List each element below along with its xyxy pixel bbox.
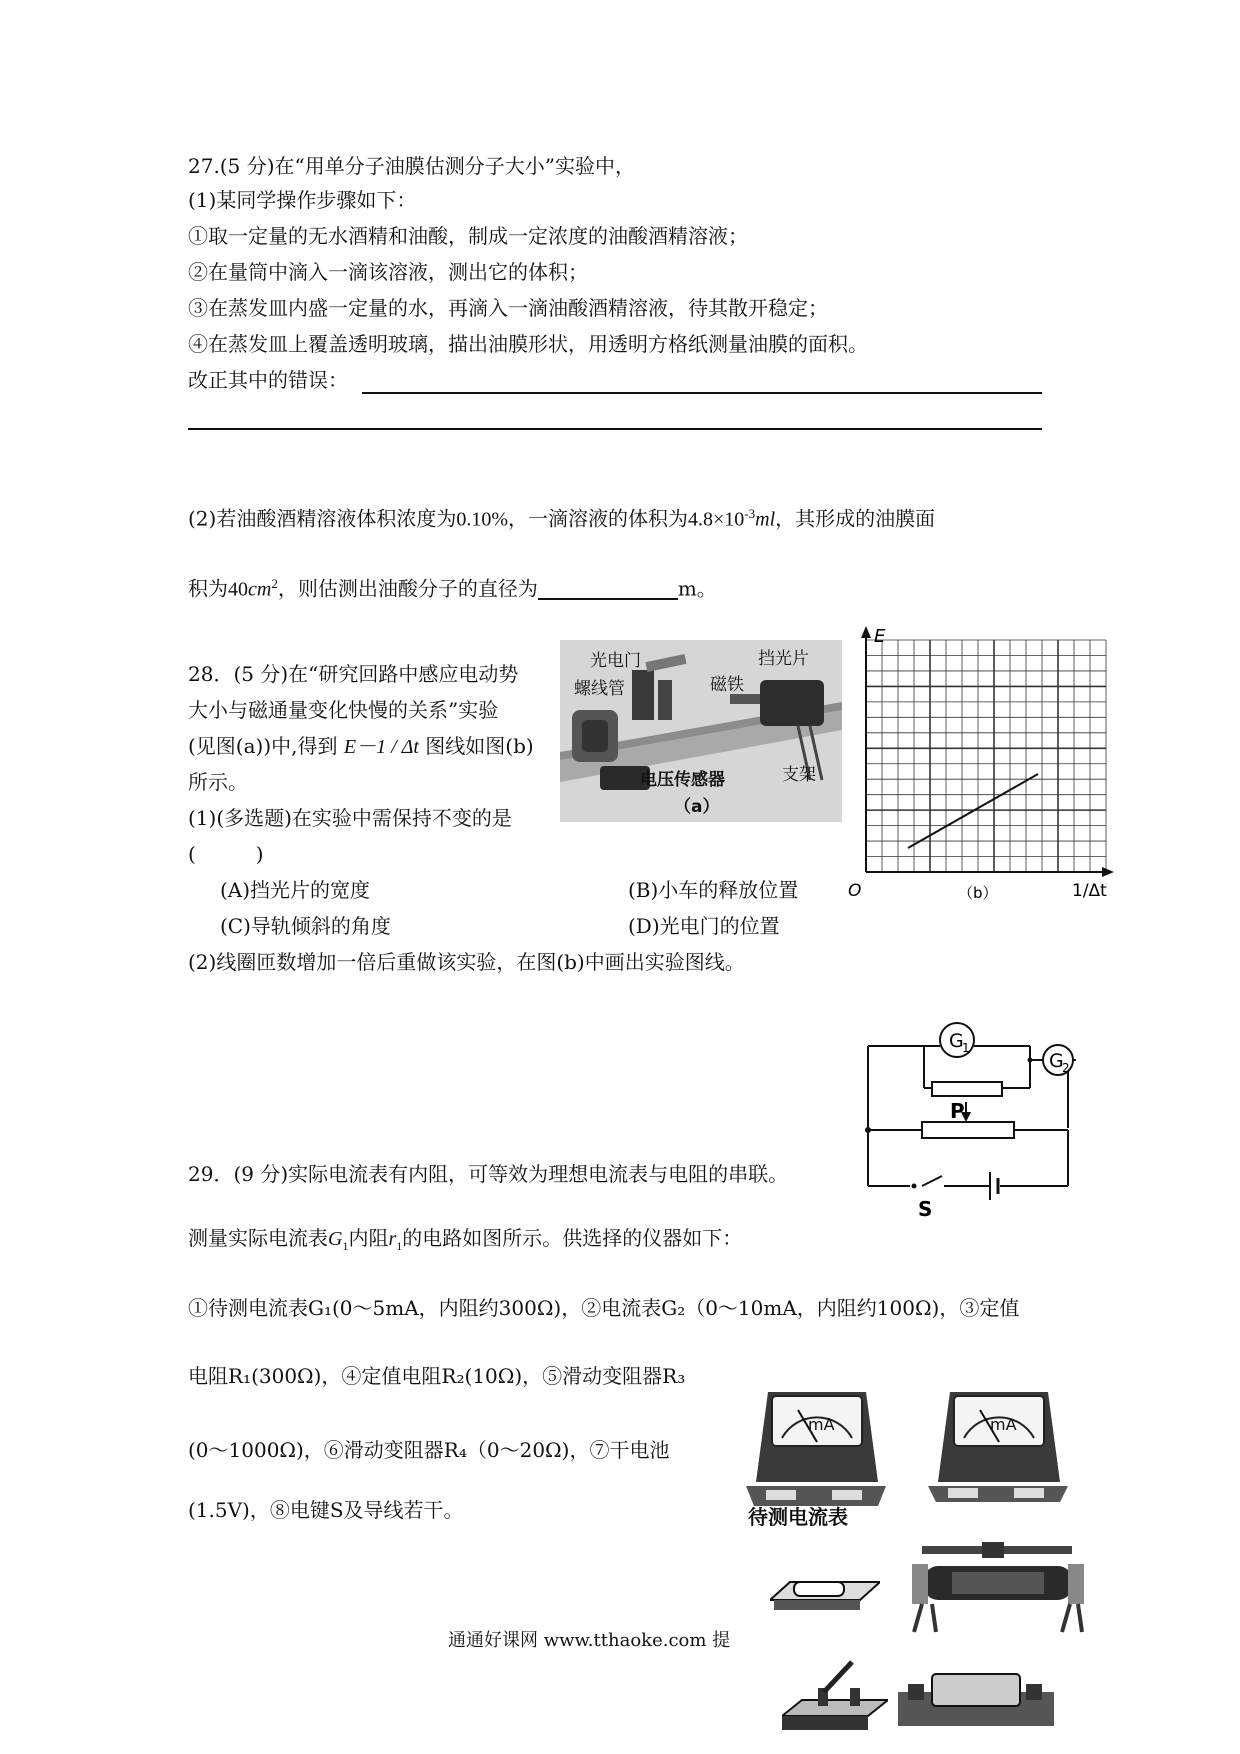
battery-picture [898,1664,1054,1734]
meter-unit-label: mA [808,1415,835,1434]
q27-part1-intro: (1)某同学操作步骤如下： [188,188,417,212]
q29-line-1: 29．(9 分)实际电流表有内阻，可等效为理想电流表与电阻的串联。 [188,1162,789,1186]
meter-caption: 待测电流表 [748,1505,848,1526]
experiment-photo-a [560,640,842,822]
q27-step-2: ②在量筒中滴入一滴该溶液，测出它的体积； [188,260,588,284]
q27-heading: 27.(5 分)在“用单分子油膜估测分子大小”实验中， [188,154,635,178]
slider-label-p: P [950,1099,965,1123]
q29-instrument-list-2: 电阻R₁(300Ω)，④定值电阻R₂(10Ω)，⑤滑动变阻器R₃ [188,1364,686,1388]
q29-instrument-list-1: ①待测电流表G₁(0～5mA，内阻约300Ω)，②电流表G₂（0～10mA，内阻约100Ω)，③定值 [188,1296,1020,1320]
q29-instrument-list-3: (0～1000Ω)，⑥滑动变阻器R₄（0～20Ω)，⑦干电池 [188,1438,670,1462]
label-photogate: 光电门 [590,651,641,671]
origin-label: O [848,881,862,901]
diameter-answer-blank[interactable] [538,578,678,600]
label-stand: 支架 [782,765,816,785]
q28-option-d[interactable]: (D)光电门的位置 [628,914,780,938]
switch-picture [782,1658,888,1734]
fixed-resistor-picture [770,1560,880,1616]
q27-part2-line1: (2)若油酸酒精溶液体积浓度为0.10%，一滴溶液的体积为$4.8\times 10^{-3}ml$，其形成的油膜面 [188,506,936,531]
y-axis-label: E [874,626,886,647]
svg-text:1: 1 [962,1041,970,1055]
data-line [908,774,1038,848]
q27-step-4: ④在蒸发皿上覆盖透明玻璃，描出油膜形状，用透明方格纸测量油膜的面积。 [188,332,868,356]
svg-text:2: 2 [1062,1061,1070,1075]
switch-label-s: S [918,1197,933,1221]
q29-instrument-list-4: (1.5V)，⑧电键S及导线若干。 [188,1498,464,1522]
graph-grid [866,640,1106,872]
x-axis-label: 1/Δt [1072,881,1107,901]
q27-part2-line2: 积为$40cm^2$，则估测出油酸分子的直径为 m。 [188,576,717,601]
figure-a-caption: （a） [674,797,720,817]
graph-expression: E－1 / Δt [343,736,419,758]
label-voltage-sensor: 电压传感器 [640,770,725,790]
q28-option-a[interactable]: (A)挡光片的宽度 [220,878,371,902]
label-magnet: 磁铁 [710,675,744,695]
q27-step-3: ③在蒸发皿内盛一定量的水，再滴入一滴油酸酒精溶液，待其散开稳定； [188,296,828,320]
concentration-value: 0.10% [456,508,509,531]
svg-text:G: G [949,1030,964,1052]
q28-option-c[interactable]: (C)导轨倾斜的角度 [220,914,391,938]
figure-b-caption: （b） [958,884,998,902]
label-solenoid: 螺线管 [574,679,625,699]
svg-text:G: G [1049,1050,1064,1072]
ammeter-g2-picture [928,1386,1068,1502]
q28-part2: (2)线圈匝数增加一倍后重做该实验，在图(b)中画出实验图线。 [188,950,745,974]
q28-option-b[interactable]: (B)小车的释放位置 [628,878,799,902]
meter-unit-label-2: mA [990,1415,1017,1434]
q27-answer-line-2[interactable] [188,428,1042,430]
label-light-blocker: 挡光片 [758,649,809,669]
q28-line-3: (见图(a))中,得到 E－1 / Δt 图线如图(b) [188,734,534,758]
y-axis-arrow [861,626,871,638]
footer-watermark: 通通好课网 www.tthaoke.com 提 [448,1630,731,1651]
q29-line-2: 测量实际电流表$G_1$内阻$r_1$的电路如图所示。供选择的仪器如下： [188,1226,743,1253]
q28-line-4: 所示。 [188,770,248,794]
graph-b [840,624,1122,904]
q27-answer-line-1[interactable] [362,392,1042,394]
x-axis-arrow [1102,867,1114,877]
q27-correction-label: 改正其中的错误： [188,368,348,392]
q27-step-1: ①取一定量的无水酒精和油酸，制成一定浓度的油酸酒精溶液； [188,224,748,248]
q28-line-1: 28．(5 分)在“研究回路中感应电动势 [188,662,519,686]
q28-answer-brackets[interactable]: ( ) [188,842,264,866]
ammeter-g1-picture [746,1386,886,1526]
rheostat-picture [912,1542,1084,1634]
q28-part1: (1)(多选题)在实验中需保持不变的是 [188,806,512,830]
q28-line-2: 大小与磁通量变化快慢的关系”实验 [188,698,499,722]
circuit-diagram [862,1008,1076,1222]
